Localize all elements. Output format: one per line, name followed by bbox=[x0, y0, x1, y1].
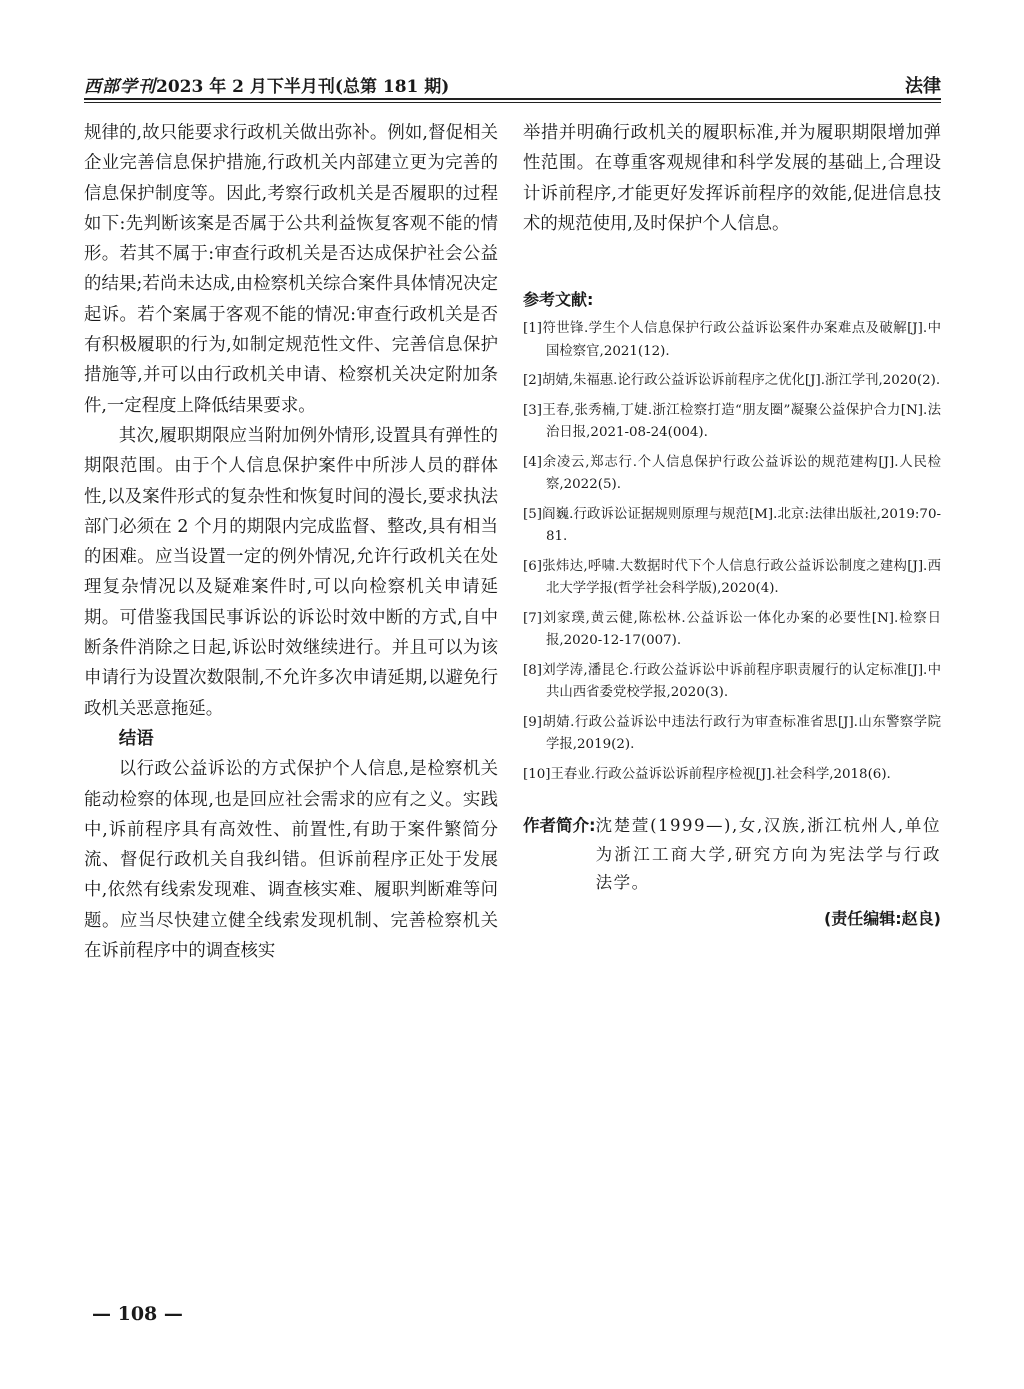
section-label: 法律 bbox=[905, 76, 941, 97]
reference-item: [3]王春,张秀楠,丁婕.浙江检察打造“朋友圈”凝聚公益保护合力[N].法治日报,2021-08-24(004). bbox=[523, 402, 941, 441]
responsible-editor: (责任编辑:赵良) bbox=[823, 908, 941, 928]
reference-list bbox=[523, 318, 941, 786]
body-paragraph: 举措并明确行政机关的履职标准,并为履职期限增加弹性范围。在尊重客观规律和科学发展的基础上,合理设计诉前程序,才能更好发挥诉前程序的效能,促进信息技术的规范使用,及时保护个人信息。 bbox=[523, 123, 941, 234]
header-rule bbox=[84, 98, 941, 100]
conclusion-paragraph: 以行政公益诉讼的方式保护个人信息,是检察机关能动检察的体现,也是回应社会需求的应有之义。实践中,诉前程序具有高效性、前置性,有助于案件繁简分流、督促行政机关自我纠错。但诉前程序正处于发展中,依然有线索发现难、调查核实难、履职判断难等问题。应当尽快建立健全线索发现机制、完善检察机关在诉前程序中的调查核实 bbox=[84, 759, 498, 962]
reference-item: [5]阎巍.行政诉讼证据规则原理与规范[M].北京:法律出版社,2019:70-81. bbox=[523, 506, 941, 545]
journal-logo: 西部学刊 bbox=[84, 77, 156, 97]
reference-item: [4]余凌云,郑志行.个人信息保护行政公益诉讼的规范建构[J].人民检察,2022(5). bbox=[523, 454, 941, 493]
reference-item: [2]胡婧,朱福惠.论行政公益诉讼诉前程序之优化[J].浙江学刊,2020(2). bbox=[523, 373, 941, 389]
author-bio bbox=[523, 812, 941, 898]
issue-info: 2023 年 2 月下半月刊(总第 181 期) bbox=[156, 77, 450, 97]
page-number: — 108 — bbox=[92, 1303, 183, 1325]
body-paragraph: 其次,履职期限应当附加例外情形,设置具有弹性的期限范围。由于个人信息保护案件中所涉人员的群体性,以及案件形式的复杂性和恢复时间的漫长,要求执法部门必须在 2 个月的期限内完成监督、整改,具有相当的困难。应当设置一定的例外情况,允许行政机关在处理复杂情况以及疑难案件时,可以向检察机关申请延期。可借鉴我国民事诉讼的诉讼时效中断的方式,自中断条件消除之日起,诉讼时效继续进行。并且可以为该申请行为设置次数限制,不允许多次申请延期,以避免行政机关恶意拖延。 bbox=[84, 425, 498, 719]
references-title: 参考文献: bbox=[523, 290, 594, 310]
body-paragraph: 规律的,故只能要求行政机关做出弥补。例如,督促相关企业完善信息保护措施,行政机关内部建立更为完善的信息保护制度等。因此,考察行政机关是否履职的过程如下:先判断该案是否属于公共利益恢复客观不能的情形。若其不属于:审查行政机关是否达成保护社会公益的结果;若尚未达成,由检察机关综合案件具体情况决定起诉。若个案属于客观不能的情况:审查行政机关是否有积极履职的行为,如制定规范性文件、完善信息保护措施等,并可以由行政机关申请、检察机关决定附加条件,一定程度上降低结果要求。 bbox=[84, 123, 498, 416]
reference-item: [9]胡婧.行政公益诉讼中违法行政行为审查标准省思[J].山东警察学院学报,2019(2). bbox=[523, 714, 941, 753]
reference-item: [6]张炜达,呼啸.大数据时代下个人信息行政公益诉讼制度之建构[J].西北大学学报(哲学社会科学版),2020(4). bbox=[523, 558, 941, 597]
right-column bbox=[523, 118, 941, 929]
author-text: 沈楚萱(1999—),女,汉族,浙江杭州人,单位为浙江工商大学,研究方向为宪法学与行政法学。 bbox=[595, 816, 941, 893]
reference-item: [10]王春业.行政公益诉讼诉前程序检视[J].社会科学,2018(6). bbox=[523, 766, 891, 782]
header-rule-thin bbox=[84, 102, 941, 103]
reference-item: [8]刘学涛,潘昆仑.行政公益诉讼中诉前程序职责履行的认定标准[J].中共山西省委党校学报,2020(3). bbox=[523, 662, 941, 701]
left-column bbox=[84, 118, 498, 966]
reference-item: [1]符世锋.学生个人信息保护行政公益诉讼案件办案难点及破解[J].中国检察官,2021(12). bbox=[523, 321, 941, 359]
conclusion-heading: 结语 bbox=[118, 728, 154, 749]
reference-item: [7]刘家璞,黄云健,陈松林.公益诉讼一体化办案的必要性[N].检察日报,2020-12-17(007). bbox=[523, 610, 941, 649]
author-label: 作者简介: bbox=[523, 816, 596, 836]
journal-header-left bbox=[84, 72, 449, 97]
